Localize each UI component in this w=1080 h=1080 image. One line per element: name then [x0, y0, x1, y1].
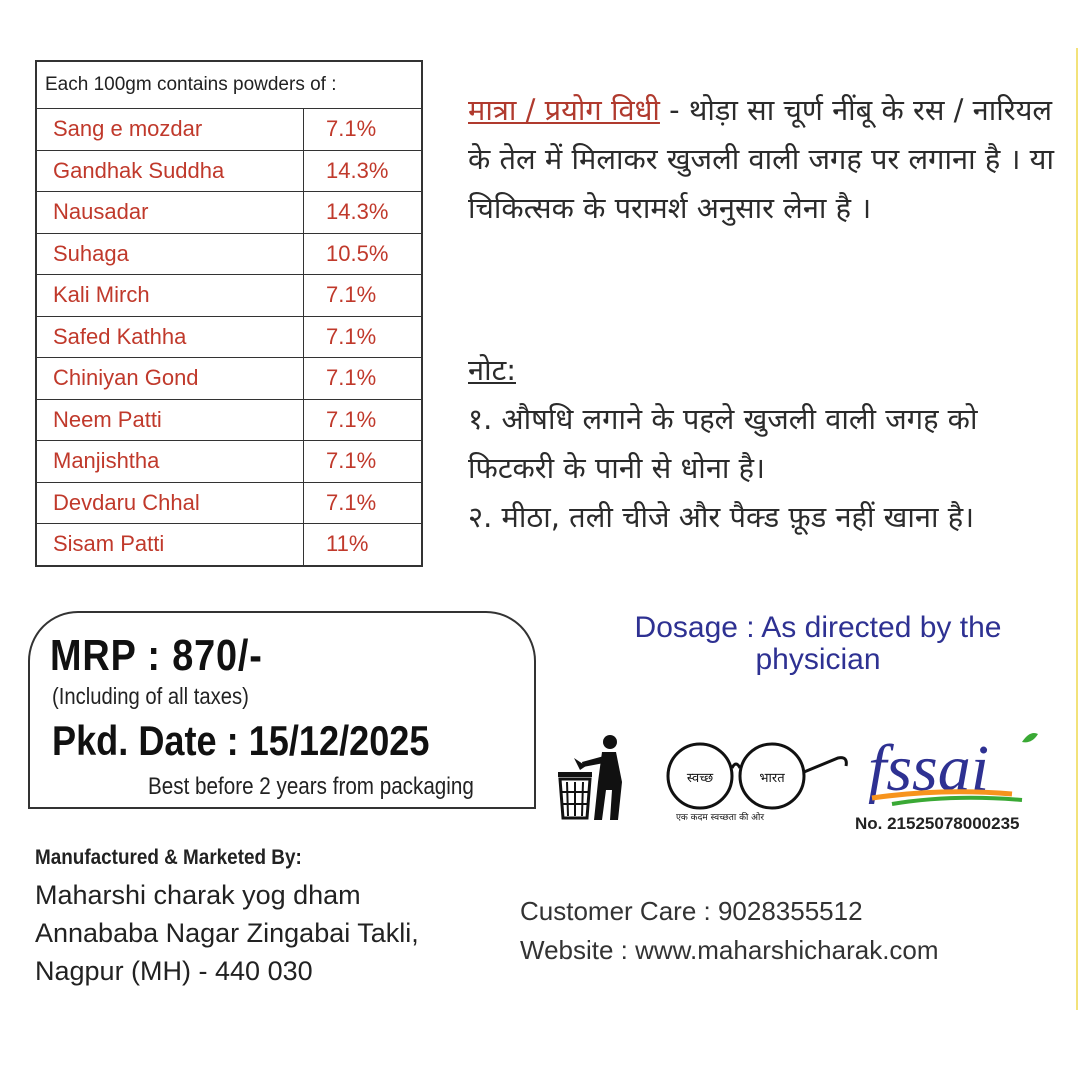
ingredients-header: Each 100gm contains powders of :	[36, 61, 422, 109]
mrp-price: MRP : 870/-	[50, 631, 263, 680]
ingredient-row	[36, 150, 422, 192]
swachh-right-text: भारत	[759, 771, 785, 786]
ingredient-row	[36, 441, 422, 483]
ingredient-percent: 10.5%	[304, 233, 423, 275]
note-line-2: २. मीठा, तली चीजे और पैक्ड फ़ूड नहीं खाना है।	[468, 500, 975, 534]
ingredient-percent: 14.3%	[304, 150, 423, 192]
ingredient-percent: 7.1%	[304, 358, 423, 400]
customer-care: Customer Care : 9028355512	[520, 896, 863, 926]
usage-text: थोड़ा सा चूर्ण नींबू के रस / नारियल के तेल में मिलाकर खुजली वाली जगह पर लगाना है । या चिकित्सक के परामर्श अनुसार लेना है ।	[468, 93, 1054, 225]
note-section	[468, 346, 1068, 542]
manufacturer-title: Manufactured & Marketed By:	[35, 846, 302, 869]
fssai-number: No. 21525078000235	[855, 814, 1020, 833]
ingredient-percent: 7.1%	[304, 399, 423, 441]
ingredient-row	[36, 109, 422, 151]
ingredient-percent: 7.1%	[304, 482, 423, 524]
dispose-in-bin-icon	[552, 732, 630, 820]
ingredients-header-row	[36, 61, 422, 109]
address-line-3: Nagpur (MH) - 440 030	[35, 956, 313, 986]
manufacturer-address	[35, 876, 419, 990]
ingredient-row	[36, 358, 422, 400]
swachh-tagline: एक कदम स्वच्छता की ओर	[675, 813, 765, 823]
ingredient-row	[36, 399, 422, 441]
ingredient-name: Neem Patti	[36, 399, 304, 441]
swachh-left-text: स्वच्छ	[686, 771, 714, 786]
ingredient-name: Chiniyan Gond	[36, 358, 304, 400]
ingredients-table	[35, 60, 423, 567]
fssai-text: fssai	[868, 732, 990, 805]
note-title: नोट:	[468, 353, 516, 387]
ingredient-name: Kali Mirch	[36, 275, 304, 317]
ingredient-name: Safed Kathha	[36, 316, 304, 358]
note-line-1: १. औषधि लगाने के पहले खुजली वाली जगह को फिटकरी के पानी से धोना है।	[468, 402, 978, 485]
usage-instructions	[468, 86, 1068, 233]
ingredient-percent: 11%	[304, 524, 423, 566]
dosage-line-1: Dosage : As directed by the	[634, 611, 1002, 644]
right-edge-line	[1076, 48, 1078, 1010]
packed-date: Pkd. Date : 15/12/2025	[52, 717, 430, 764]
ingredient-percent: 7.1%	[304, 441, 423, 483]
address-line-2: Annababa Nagar Zingabai Takli,	[35, 918, 419, 948]
ingredient-row	[36, 524, 422, 566]
ingredient-percent: 7.1%	[304, 275, 423, 317]
taxes-note: (Including of all taxes)	[52, 683, 249, 709]
usage-separator: -	[659, 93, 689, 127]
usage-label: मात्रा / प्रयोग विधी	[468, 93, 660, 127]
pricing-box	[28, 611, 536, 809]
dosage-text	[598, 612, 1038, 676]
ingredient-row	[36, 275, 422, 317]
ingredient-percent: 7.1%	[304, 109, 423, 151]
ingredient-percent: 14.3%	[304, 192, 423, 234]
ingredient-name: Gandhak Suddha	[36, 150, 304, 192]
ingredient-name: Suhaga	[36, 233, 304, 275]
dosage-line-2: physician	[755, 643, 881, 676]
ingredient-name: Sang e mozdar	[36, 109, 304, 151]
ingredient-name: Nausadar	[36, 192, 304, 234]
swachh-bharat-logo	[662, 738, 852, 824]
ingredient-row	[36, 192, 422, 234]
ingredient-name: Sisam Patti	[36, 524, 304, 566]
contact-info	[520, 892, 939, 970]
ingredient-percent: 7.1%	[304, 316, 423, 358]
ingredient-name: Devdaru Chhal	[36, 482, 304, 524]
ingredient-name: Manjishtha	[36, 441, 304, 483]
ingredient-row	[36, 482, 422, 524]
fssai-logo	[862, 728, 1042, 810]
address-line-1: Maharshi charak yog dham	[35, 880, 361, 910]
ingredient-row	[36, 233, 422, 275]
best-before: Best before 2 years from packaging	[148, 773, 474, 800]
website: Website : www.maharshicharak.com	[520, 935, 939, 965]
ingredient-row	[36, 316, 422, 358]
